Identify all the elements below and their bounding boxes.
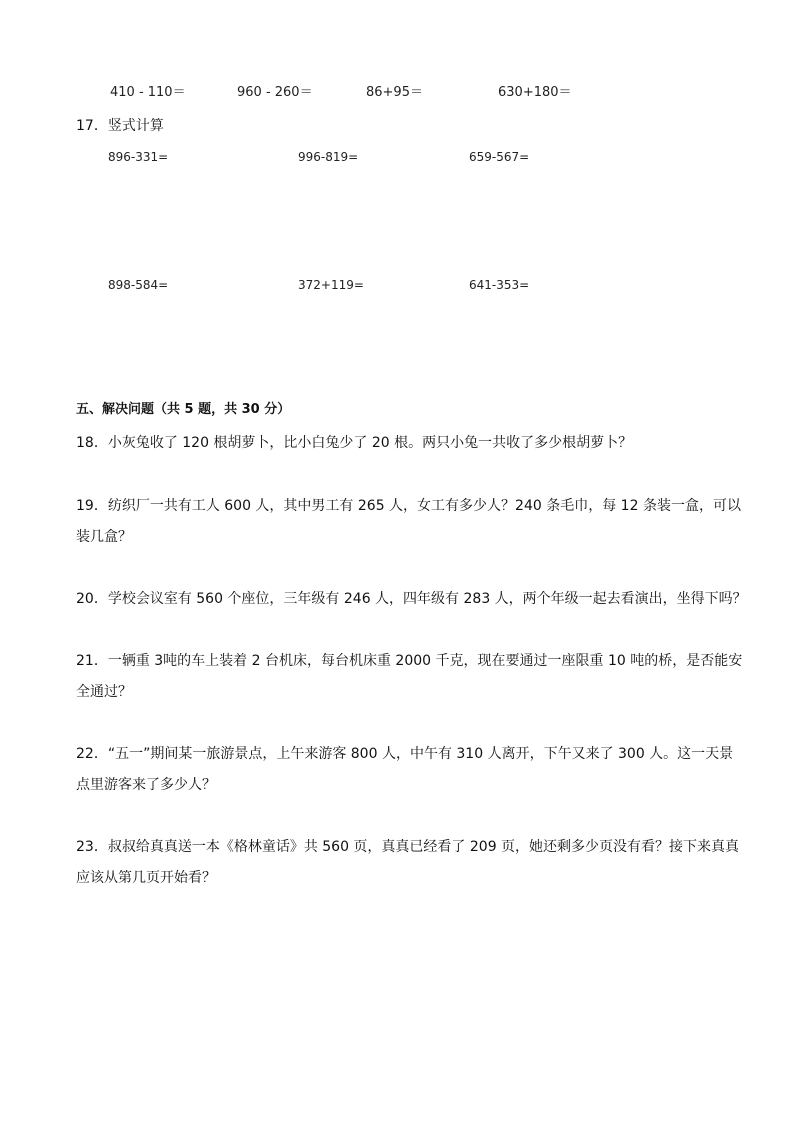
problem-22-line-1: 22．“五一”期间某一旅游景点，上午来游客 800 人，中午有 310 人离开，下午又来了 300 人。这一天景 [76,746,734,762]
vertical-calc-item-3: 659-567= [469,150,530,164]
mental-calc-item-2: 960 - 260＝ [237,85,313,100]
mental-calc-item-3: 86+95＝ [366,85,423,100]
section-5-title: 五、解决问题（共 5 题，共 30 分） [76,402,291,417]
question-17-title: 17．竖式计算 [76,118,164,134]
mental-calc-item-4: 630+180＝ [498,85,572,100]
vertical-calc-item-2: 996-819= [298,150,359,164]
problem-18-line-1: 18．小灰兔收了 120 根胡萝卜，比小白兔少了 20 根。两只小兔一共收了多少根胡萝卜？ [76,435,633,451]
mental-calc-item-1: 410 - 110＝ [110,85,186,100]
problem-21-line-1: 21．一辆重 3吨的车上装着 2 台机床，每台机床重 2000 千克，现在要通过一座限重 10 吨的桥，是否能安 [76,653,743,669]
problem-19-line-2: 装几盒？ [76,529,132,545]
vertical-calc-item-5: 372+119= [298,278,364,292]
problem-22-line-2: 点里游客来了多少人？ [76,777,216,793]
vertical-calc-item-1: 896-331= [108,150,169,164]
problem-23-line-2: 应该从第几页开始看？ [76,870,216,886]
problem-20-line-1: 20．学校会议室有 560 个座位，三年级有 246 人，四年级有 283 人，两个年级一起去看演出，坐得下吗？ [76,591,747,607]
vertical-calc-item-6: 641-353= [469,278,530,292]
problem-23-line-1: 23．叔叔给真真送一本《格林童话》共 560 页，真真已经看了 209 页，她还剩多少页没有看？接下来真真 [76,839,740,855]
problem-19-line-1: 19．纺织厂一共有工人 600 人，其中男工有 265 人，女工有多少人？240 条毛巾，每 12 条装一盒，可以 [76,498,741,514]
vertical-calc-item-4: 898-584= [108,278,169,292]
problem-21-line-2: 全通过？ [76,684,132,700]
